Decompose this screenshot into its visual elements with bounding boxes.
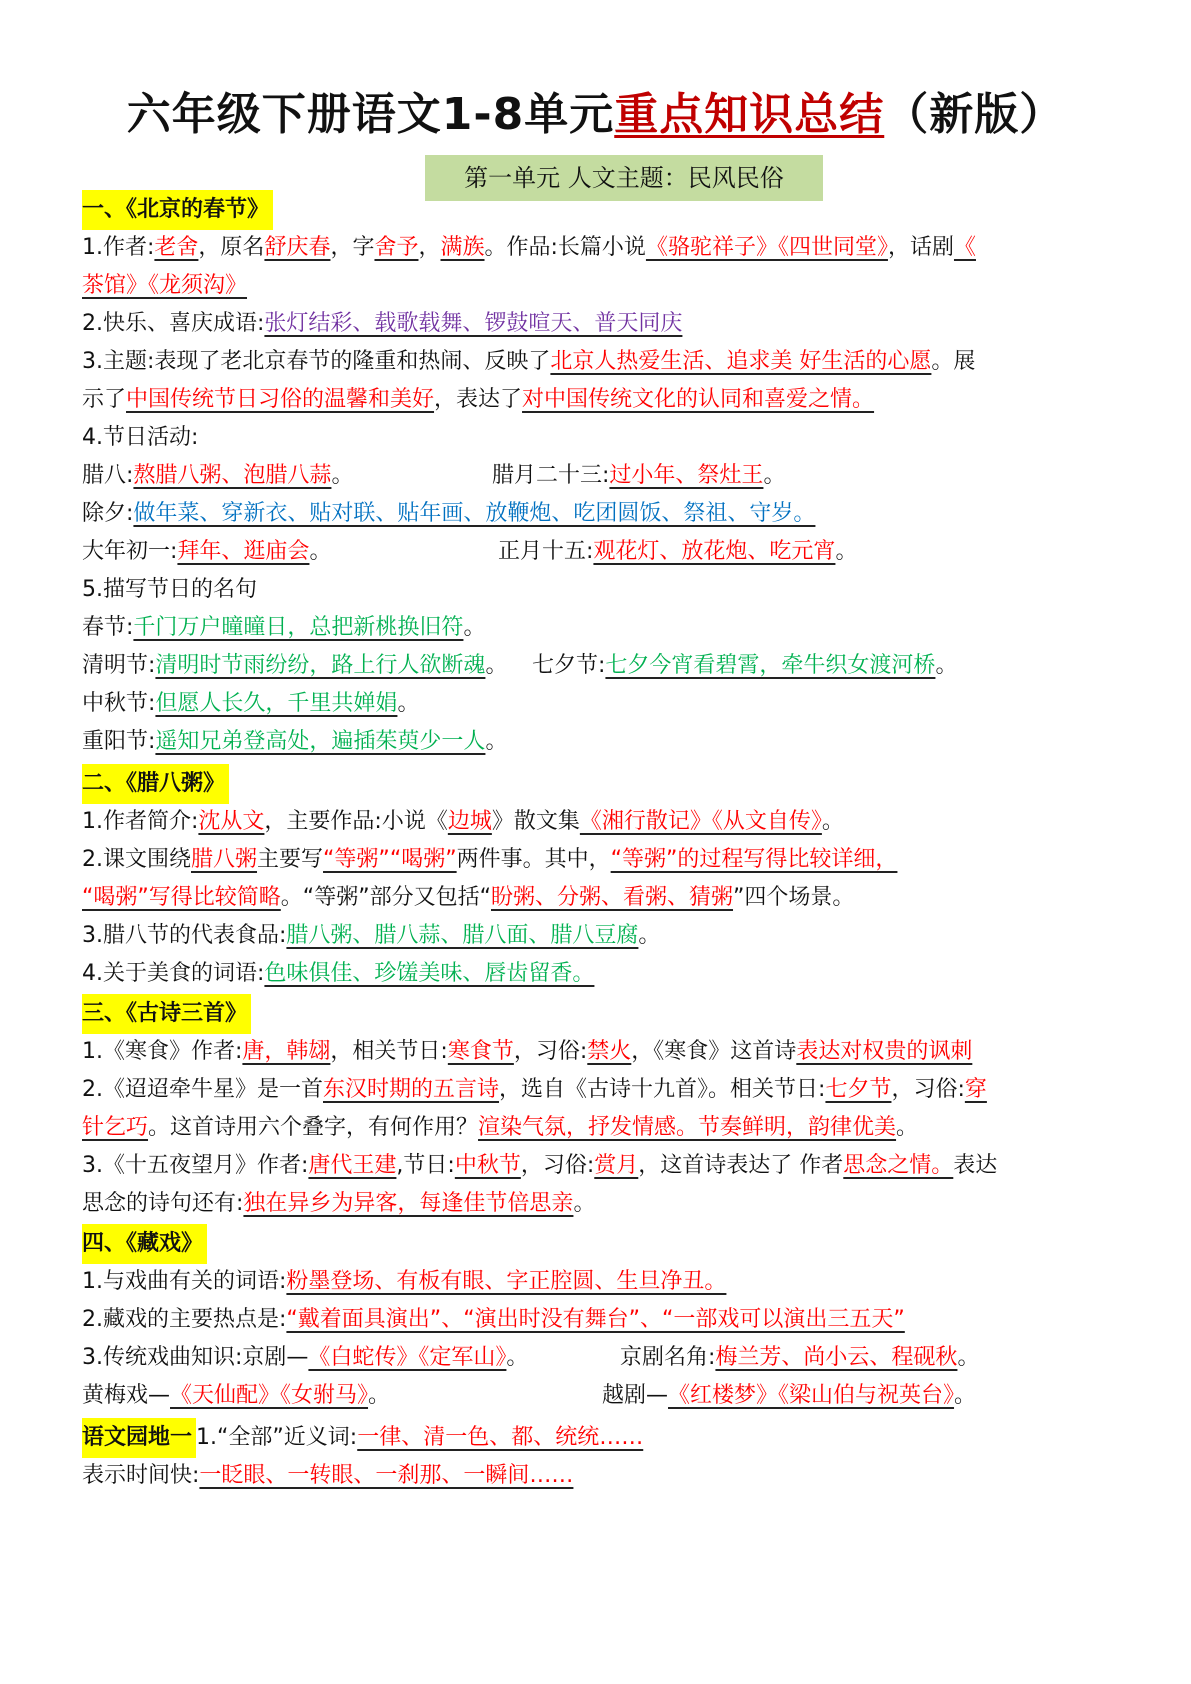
text-span: 《红楼梦》《梁山伯与祝英台》 xyxy=(668,1383,955,1408)
text-span: 4.关于美食的词语: xyxy=(82,961,265,986)
text-span: ，《寒食》这首诗 xyxy=(631,1039,797,1064)
text-span: 独在异乡为异客，每逢佳节倍思亲 xyxy=(243,1191,574,1216)
text-span: 。 xyxy=(485,729,508,754)
tabbed-column xyxy=(492,458,785,494)
text-span: 黄梅戏— xyxy=(82,1383,171,1408)
section-heading-2 xyxy=(82,764,229,800)
text-line xyxy=(82,1418,643,1454)
text-span: 清明时节雨纷纷，路上行人欲断魂 xyxy=(155,653,486,678)
text-line xyxy=(82,344,975,380)
text-span: 除夕: xyxy=(82,501,134,526)
text-span: 。 xyxy=(957,1345,980,1370)
text-span: 过小年、祭灶王 xyxy=(609,463,764,488)
text-span: 七夕今宵看碧霄，牵牛织女渡河桥 xyxy=(605,653,936,678)
text-span: 中国传统节日习俗的温馨和美好 xyxy=(126,387,435,412)
text-span: “喝粥”写得比较简略 xyxy=(82,885,281,910)
title-suffix: （新版） xyxy=(884,89,1065,140)
text-span: 《天仙配》《女驸马》 xyxy=(170,1383,369,1408)
text-span: 《骆驼祥子》《四世同堂》 xyxy=(645,235,888,260)
text-span: 表达 xyxy=(953,1153,998,1178)
text-span: 京剧名角: xyxy=(620,1345,716,1370)
heading-text: 二、《腊八粥》 xyxy=(82,764,229,804)
text-span: 3.腊八节的代表食品: xyxy=(82,923,287,948)
title-prefix: 六年级下册语文1-8单元 xyxy=(126,89,615,140)
text-line xyxy=(82,918,660,954)
text-span: 。 xyxy=(835,539,858,564)
text-line xyxy=(82,1148,997,1184)
text-span: ，这首诗表达了 作者 xyxy=(638,1153,844,1178)
text-span: 大年初一: xyxy=(82,539,178,564)
text-span: 梅兰芳、尚小云、程砚秋 xyxy=(715,1345,958,1370)
text-span: 表达对权贵的讽刺 xyxy=(796,1039,973,1064)
text-span: 禁火 xyxy=(587,1039,632,1064)
text-span: 3.《十五夜望月》作者: xyxy=(82,1153,309,1178)
text-span: 5.描写节日的名句 xyxy=(82,577,257,602)
text-span: 熬腊八粥、泡腊八蒜 xyxy=(133,463,332,488)
text-span: 盼粥、分粥、看粥、猜粥 xyxy=(491,885,734,910)
section-heading-3 xyxy=(82,994,251,1030)
text-span: 唐代王建 xyxy=(308,1153,397,1178)
text-line xyxy=(82,956,594,992)
text-span: 。 xyxy=(506,1345,529,1370)
text-span: 舍予 xyxy=(374,235,419,260)
text-span: 张灯结彩、载歌载舞、锣鼓喧天、普天同庆 xyxy=(264,311,683,336)
text-span: “戴着面具演出”、“演出时没有舞台”、“一部戏可以演出三五天” xyxy=(286,1307,905,1332)
text-line xyxy=(82,686,419,722)
text-span: 主要写 xyxy=(257,847,324,872)
tabbed-column xyxy=(620,1340,979,1376)
text-span: 两件事。其中， xyxy=(456,847,611,872)
text-span: 。 xyxy=(463,615,486,640)
text-line xyxy=(82,268,247,304)
text-span: 1.“全部”近义词: xyxy=(196,1425,358,1450)
text-line xyxy=(82,1458,573,1494)
text-span: ，习俗: xyxy=(891,1077,965,1102)
text-line xyxy=(82,458,1122,494)
text-span: 七夕节: xyxy=(532,653,606,678)
text-line xyxy=(82,420,198,456)
text-span: 千门万户曈曈日，总把新桃换旧符 xyxy=(133,615,464,640)
tabbed-column xyxy=(532,648,957,684)
title-highlight: 重点知识总结 xyxy=(614,89,885,140)
text-span: ，习俗: xyxy=(520,1153,595,1178)
text-span: 针乞巧 xyxy=(82,1115,149,1140)
page-title xyxy=(0,78,1191,142)
text-span: ，表达了 xyxy=(434,387,523,412)
text-span: 粉墨登场、有板有眼、字正腔圆、生旦净丑。 xyxy=(286,1269,727,1294)
text-span: ，原名 xyxy=(198,235,265,260)
text-span: 。 xyxy=(368,1383,391,1408)
text-line xyxy=(82,1186,595,1222)
text-span: 。 xyxy=(309,539,332,564)
text-span: 正月十五: xyxy=(498,539,594,564)
text-span: 2.课文围绕 xyxy=(82,847,191,872)
text-line xyxy=(82,804,844,840)
section-heading-5: 语文园地一 xyxy=(82,1418,196,1458)
text-span: 《湘行散记》《从文自传》 xyxy=(579,809,822,834)
text-span: 2.快乐、喜庆成语: xyxy=(82,311,265,336)
text-span: 3.传统戏曲知识:京剧— xyxy=(82,1345,309,1370)
text-span: 思念之情。 xyxy=(843,1153,954,1178)
text-span: 腊八粥 xyxy=(191,847,258,872)
text-line xyxy=(82,842,897,878)
text-line xyxy=(82,1378,1122,1414)
text-span: 一眨眼、一转眼、一刹那、一瞬间…… xyxy=(199,1463,574,1488)
heading-text: 一、《北京的春节》 xyxy=(82,190,273,230)
text-span: 但愿人长久，千里共婵娟 xyxy=(155,691,398,716)
text-span: 清明节: xyxy=(82,653,156,678)
text-span: 舒庆春 xyxy=(264,235,331,260)
text-span: ，话剧 xyxy=(887,235,954,260)
text-span: ， xyxy=(418,235,441,260)
text-span: 。 xyxy=(935,653,958,678)
text-span: 。 xyxy=(573,1191,596,1216)
text-line xyxy=(82,724,507,760)
text-line xyxy=(82,610,485,646)
text-span: 。 xyxy=(763,463,786,488)
text-span: ，字 xyxy=(330,235,375,260)
text-line xyxy=(82,1340,1122,1376)
text-span: 3.主题:表现了老北京春节的隆重和热闹、反映了 xyxy=(82,349,551,374)
text-span: 越剧— xyxy=(602,1383,669,1408)
text-span: 。“等粥”部分又包括“ xyxy=(280,885,491,910)
text-span: 重阳节: xyxy=(82,729,156,754)
text-span: 七夕节 xyxy=(825,1077,892,1102)
text-span: 4.节日活动: xyxy=(82,425,199,450)
text-span: ，相关节日: xyxy=(330,1039,448,1064)
text-line xyxy=(82,880,854,916)
text-span: 腊八粥、腊八蒜、腊八面、腊八豆腐 xyxy=(286,923,639,948)
text-line xyxy=(82,1072,987,1108)
text-span: 。 xyxy=(821,809,844,834)
text-span: ,节日: xyxy=(396,1153,455,1178)
text-span: 边城 xyxy=(447,809,492,834)
unit-theme-banner: 第一单元 人文主题：民风民俗 xyxy=(425,155,823,201)
text-line xyxy=(82,306,682,342)
text-span: 东汉时期的五言诗 xyxy=(323,1077,500,1102)
text-span: 寒食节 xyxy=(447,1039,514,1064)
section-heading-4 xyxy=(82,1224,207,1260)
text-span: 》散文集 xyxy=(491,809,580,834)
text-span: 穿 xyxy=(964,1077,987,1102)
text-span: 1.与戏曲有关的词语: xyxy=(82,1269,287,1294)
text-span: 拜年、逛庙会 xyxy=(177,539,310,564)
heading-text: 四、《藏戏》 xyxy=(82,1224,207,1264)
text-line xyxy=(82,534,1122,570)
section-heading-1 xyxy=(82,190,273,226)
text-span: 渲染气氛，抒发情感。节奏鲜明，韵律优美 xyxy=(478,1115,897,1140)
text-line xyxy=(82,1264,726,1300)
text-span: 。 xyxy=(896,1115,919,1140)
text-span: ，选自《古诗十九首》。相关节日: xyxy=(499,1077,826,1102)
text-span: 北京人热爱生活、追求美 好生活的心愿 xyxy=(550,349,932,374)
text-line xyxy=(82,572,257,608)
heading-text: 三、《古诗三首》 xyxy=(82,994,251,1034)
text-span: 腊八: xyxy=(82,463,134,488)
text-span: ”四个场景。 xyxy=(733,885,855,910)
text-span: 2.《迢迢牵牛星》是一首 xyxy=(82,1077,323,1102)
text-span: 表示时间快: xyxy=(82,1463,200,1488)
text-span: ，习俗: xyxy=(513,1039,588,1064)
text-span: 腊月二十三: xyxy=(492,463,610,488)
text-span: “等粥”“喝粥” xyxy=(323,847,457,872)
text-span: 1.《寒食》作者: xyxy=(82,1039,243,1064)
text-span: 示了 xyxy=(82,387,127,412)
text-line xyxy=(82,1034,972,1070)
text-span: 。 xyxy=(954,1383,977,1408)
text-span: 。 xyxy=(331,463,354,488)
text-span: 做年菜、穿新衣、贴对联、贴年画、放鞭炮、吃团圆饭、祭祖、守岁。 xyxy=(133,501,816,526)
text-span: 一律、清一色、都、统统…… xyxy=(357,1425,644,1450)
text-span: 思念的诗句还有: xyxy=(82,1191,244,1216)
text-span: 春节: xyxy=(82,615,134,640)
text-span: 。 xyxy=(485,653,508,678)
text-span: 观花灯、放花炮、吃元宵 xyxy=(593,539,836,564)
text-span: 老舍 xyxy=(154,235,199,260)
text-line xyxy=(82,648,1122,684)
text-span: 1.作者简介: xyxy=(82,809,199,834)
text-span: 。 xyxy=(638,923,661,948)
text-span: 遥知兄弟登高处，遍插茱萸少一人 xyxy=(155,729,486,754)
text-span: “等粥”的过程写得比较详细， xyxy=(610,847,898,872)
text-line xyxy=(82,496,815,532)
text-line xyxy=(82,1110,918,1146)
text-span: 沈从文 xyxy=(198,809,265,834)
text-span: 满族 xyxy=(440,235,485,260)
tabbed-column xyxy=(602,1378,976,1414)
text-span: 《 xyxy=(953,235,976,260)
text-line xyxy=(82,382,874,418)
text-span: 。展 xyxy=(931,349,976,374)
text-span: 赏月 xyxy=(594,1153,639,1178)
text-span: 。这首诗用六个叠字，有何作用？ xyxy=(148,1115,479,1140)
text-span: 对中国传统文化的认同和喜爱之情。 xyxy=(522,387,875,412)
tabbed-column xyxy=(498,534,857,570)
text-span: ，主要作品:小说《 xyxy=(264,809,448,834)
text-span: 1.作者: xyxy=(82,235,155,260)
text-span: 中秋节: xyxy=(82,691,156,716)
text-span: 2.藏戏的主要热点是: xyxy=(82,1307,287,1332)
text-span: 唐，韩翃 xyxy=(242,1039,331,1064)
text-span: 中秋节 xyxy=(454,1153,521,1178)
text-span: 色味俱佳、珍馐美味、唇齿留香。 xyxy=(264,961,595,986)
text-line xyxy=(82,1302,905,1338)
text-span: 《白蛇传》《定军山》 xyxy=(308,1345,507,1370)
text-span: 。 xyxy=(397,691,420,716)
text-line xyxy=(82,230,976,266)
text-span: 。作品:长篇小说 xyxy=(484,235,646,260)
text-span: 茶馆》《龙须沟》 xyxy=(82,273,248,298)
